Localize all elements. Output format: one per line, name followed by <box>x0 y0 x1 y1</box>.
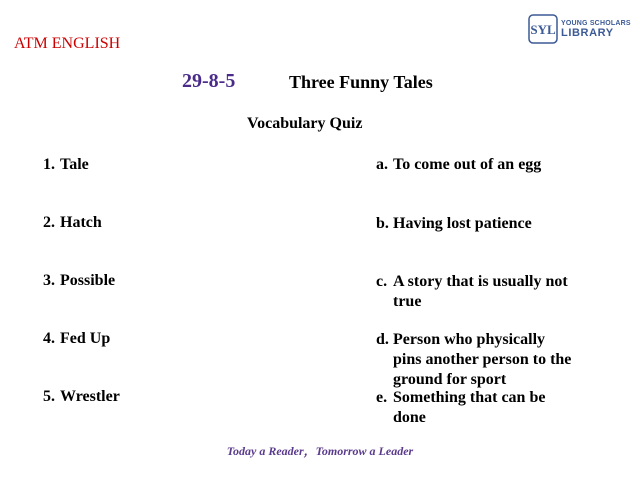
definition-item <box>376 214 576 234</box>
logo-mark-text: SYL <box>530 22 556 37</box>
word-number: 1. <box>43 156 55 173</box>
definition-text: A story that is usually not true <box>393 273 568 310</box>
word-item <box>43 329 293 349</box>
footer-motto: Today a Reader，Tomorrow a Leader <box>226 444 414 458</box>
word-item <box>43 155 293 175</box>
definition-text: To come out of an egg <box>393 156 542 173</box>
definition-letter: e. <box>376 389 388 406</box>
word-number: 2. <box>43 214 55 231</box>
library-logo <box>528 14 631 44</box>
definition-item <box>376 330 576 390</box>
page-title: Three Funny Tales <box>289 72 433 92</box>
word-number: 5. <box>43 388 55 405</box>
definition-letter: d. <box>376 331 389 348</box>
logo-text <box>561 20 631 39</box>
word-item <box>43 387 293 407</box>
definition-letter: c. <box>376 273 388 290</box>
word-text: Possible <box>60 272 116 289</box>
definition-item <box>376 272 576 312</box>
word-text: Tale <box>60 156 89 173</box>
definition-text: Person who physically pins another person to the ground for sport <box>393 331 572 388</box>
brand-label: ATM ENGLISH <box>14 35 121 52</box>
definition-text: Having lost patience <box>393 215 532 232</box>
definition-item <box>376 155 576 175</box>
definition-text: Something that can be done <box>393 389 546 426</box>
logo-line-library: LIBRARY <box>561 26 614 39</box>
page-subtitle: Vocabulary Quiz <box>247 115 363 132</box>
word-text: Fed Up <box>60 330 111 347</box>
definition-letter: b. <box>376 215 389 232</box>
word-text: Hatch <box>60 214 102 231</box>
definition-item <box>376 388 576 428</box>
lesson-code: 29-8-5 <box>182 70 236 92</box>
word-number: 4. <box>43 330 55 347</box>
definition-letter: a. <box>376 156 388 173</box>
word-number: 3. <box>43 272 55 289</box>
word-item <box>43 213 293 233</box>
syl-logo-icon <box>528 14 558 44</box>
logo-line-young-scholars: YOUNG SCHOLARS <box>561 19 631 27</box>
word-text: Wrestler <box>60 388 120 405</box>
word-item <box>43 271 293 291</box>
